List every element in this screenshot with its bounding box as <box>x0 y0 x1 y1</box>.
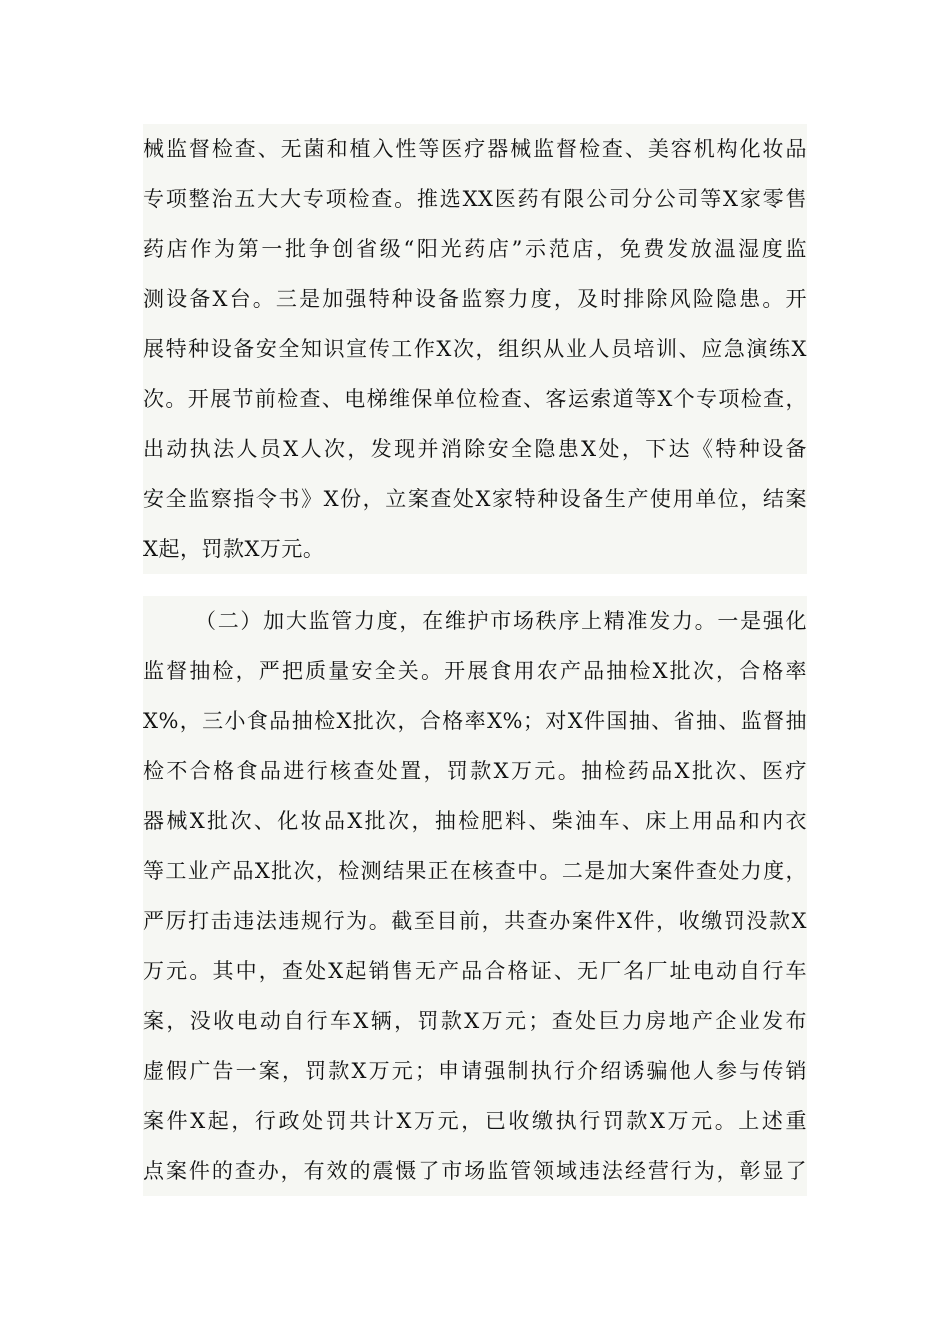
text-line: 严厉打击违法违规行为。截至目前，共查办案件X件，收缴罚没款X <box>143 909 807 933</box>
text-line: 安全监察指令书》X份，立案查处X家特种设备生产使用单位，结案 <box>143 487 807 511</box>
text-line: 次。开展节前检查、电梯维保单位检查、客运索道等X个专项检查， <box>143 387 807 411</box>
text-line: 器械X批次、化妆品X批次，抽检肥料、柴油车、床上用品和内衣 <box>143 809 807 833</box>
text-line: X起，罚款X万元。 <box>143 537 325 561</box>
text-line: 检不合格食品进行核查处置，罚款X万元。抽检药品X批次、医疗 <box>143 759 807 783</box>
text-line: 展特种设备安全知识宣传工作X次，组织从业人员培训、应急演练X <box>143 337 807 361</box>
text-line: 万元。其中，查处X起销售无产品合格证、无厂名厂址电动自行车 <box>143 959 807 983</box>
text-line: 监督抽检，严把质量安全关。开展食用农产品抽检X批次，合格率 <box>143 659 807 683</box>
text-line: 械监督检查、无菌和植入性等医疗器械监督检查、美容机构化妆品 <box>143 137 807 161</box>
text-line: 点案件的查办，有效的震慑了市场监管领域违法经营行为，彰显了 <box>143 1159 807 1183</box>
text-line: 案，没收电动自行车X辆，罚款X万元；查处巨力房地产企业发布 <box>143 1009 807 1033</box>
text-line: （二）加大监管力度，在维护市场秩序上精准发力。一是强化 <box>195 609 807 633</box>
text-line: 虚假广告一案，罚款X万元；申请强制执行介绍诱骗他人参与传销 <box>143 1059 807 1083</box>
text-line: 案件X起，行政处罚共计X万元，已收缴执行罚款X万元。上述重 <box>143 1109 807 1133</box>
text-line: 测设备X台。三是加强特种设备监察力度，及时排除风险隐患。开 <box>143 287 807 311</box>
paragraph-1 <box>143 124 807 574</box>
paragraph-2 <box>143 596 807 1196</box>
text-line: 出动执法人员X人次，发现并消除安全隐患X处，下达《特种设备 <box>143 437 807 461</box>
text-line: 药店作为第一批争创省级“阳光药店”示范店，免费发放温湿度监 <box>143 237 807 261</box>
text-line: 等工业产品X批次，检测结果正在核查中。二是加大案件查处力度， <box>143 859 807 883</box>
text-line: X%，三小食品抽检X批次，合格率X%；对X件国抽、省抽、监督抽 <box>143 709 807 733</box>
text-line: 专项整治五大大专项检查。推选XX医药有限公司分公司等X家零售 <box>143 187 807 211</box>
